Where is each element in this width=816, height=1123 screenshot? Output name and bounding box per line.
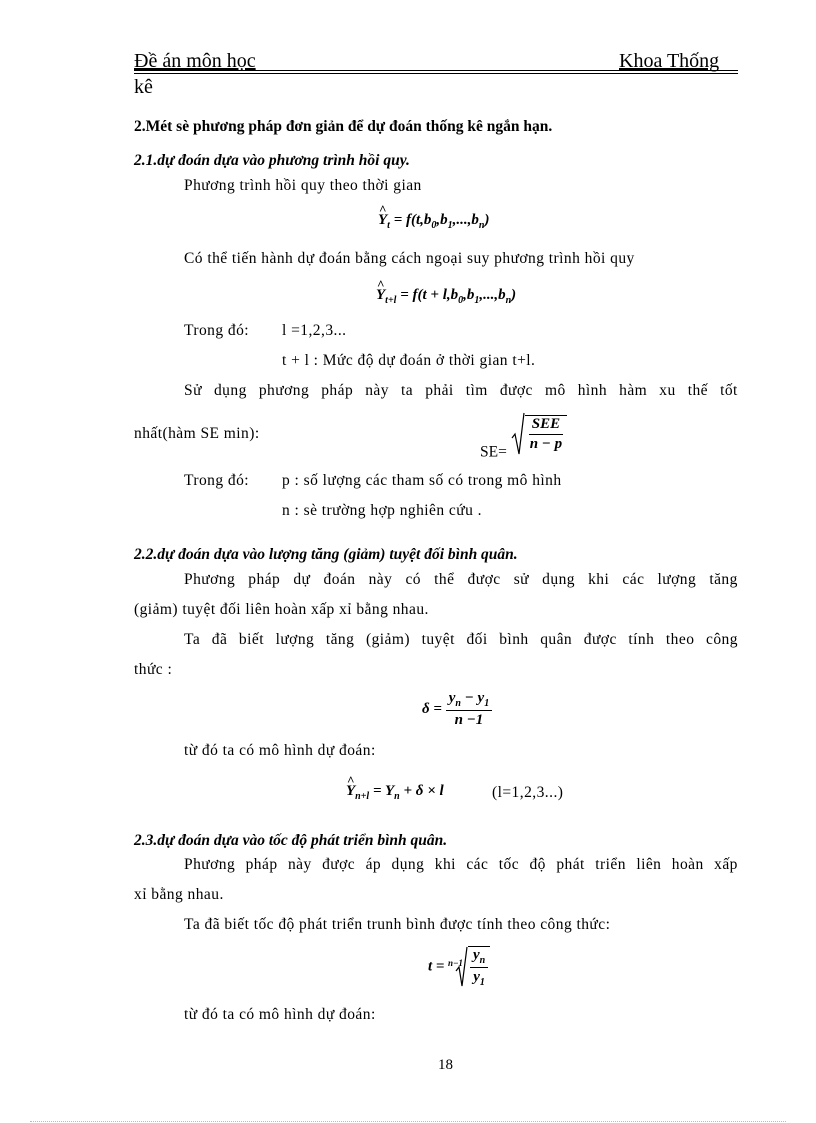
justified-line bbox=[184, 856, 738, 874]
word: tốt bbox=[720, 382, 738, 399]
word: đối bbox=[466, 631, 488, 648]
header-rule-secondary bbox=[134, 73, 738, 74]
word: được bbox=[499, 382, 533, 399]
formula-se bbox=[480, 412, 567, 461]
word: biết bbox=[238, 631, 264, 648]
word: ta bbox=[401, 382, 414, 399]
word: thể bbox=[434, 571, 455, 588]
formula-symbol: ^ Y bbox=[378, 212, 387, 229]
word: các bbox=[466, 856, 489, 873]
formula-symbol: ^ Y bbox=[346, 783, 355, 800]
word: bình bbox=[499, 631, 529, 648]
word: phương bbox=[258, 382, 310, 399]
subsection-2-3-title: 2.3.dự đoán dựa vào tốc độ phát triển bình quân. bbox=[134, 832, 448, 849]
formula-subscript: n bbox=[479, 955, 486, 966]
word: dụng bbox=[391, 856, 425, 873]
word: đã bbox=[211, 631, 228, 648]
formula-subscript: n bbox=[455, 698, 461, 709]
formula-part: t = bbox=[428, 958, 445, 975]
formula-part: ) bbox=[511, 287, 517, 303]
word: hoàn bbox=[671, 856, 704, 873]
word: này bbox=[365, 382, 389, 399]
formula-subscript: n bbox=[505, 295, 512, 306]
formula-label: SE= bbox=[480, 443, 507, 461]
fraction-denominator bbox=[470, 968, 488, 988]
word: được bbox=[322, 856, 356, 873]
text-line: từ đó ta có mô hình dự đoán: bbox=[184, 1006, 376, 1023]
word: áp bbox=[365, 856, 382, 873]
formula-symbol: ^ Y bbox=[376, 287, 385, 304]
word: hình bbox=[577, 382, 608, 399]
word: hàm bbox=[619, 382, 648, 399]
fraction-numerator bbox=[446, 690, 492, 711]
word: tìm bbox=[465, 382, 488, 399]
where-label: Trong đó: bbox=[184, 322, 250, 339]
section-title: 2.Mét sè phương pháp đơn giản để dự đoán thống kê ngắn hạn. bbox=[134, 118, 553, 135]
word: pháp bbox=[321, 382, 354, 399]
formula-subscript: n bbox=[478, 220, 485, 231]
word: tăng bbox=[325, 631, 355, 648]
word: độ bbox=[529, 856, 546, 873]
text-line: Ta đã biết tốc độ phát triển trunh bình được tính theo công thức: bbox=[184, 916, 611, 933]
where-item: l =1,2,3... bbox=[282, 322, 347, 339]
word: lượng bbox=[275, 631, 315, 648]
word: pháp bbox=[245, 856, 278, 873]
word: dụng bbox=[213, 382, 247, 399]
subsection-2-1-title: 2.1.dự đoán dựa vào phương trình hồi quy. bbox=[134, 152, 410, 169]
where-item: n : sè trường hợp nghiên cứu . bbox=[282, 502, 482, 519]
word: tính bbox=[628, 631, 655, 648]
formula-part: ,...,b bbox=[452, 212, 479, 228]
word: Sử bbox=[184, 382, 202, 399]
word: Phương bbox=[184, 571, 236, 588]
formula-extrapolation bbox=[376, 287, 516, 306]
fraction bbox=[446, 690, 492, 729]
formula-delta bbox=[422, 690, 492, 729]
formula-part: + δ × l bbox=[399, 783, 444, 799]
formula-subscript: 1 bbox=[484, 698, 490, 709]
text-line: Phương trình hồi quy theo thời gian bbox=[184, 177, 422, 194]
word: khi bbox=[434, 856, 456, 873]
word: tăng bbox=[709, 571, 738, 588]
word: được bbox=[467, 571, 501, 588]
fraction-numerator bbox=[470, 947, 488, 968]
page-bottom-rule bbox=[30, 1121, 786, 1122]
formula-part: y bbox=[472, 947, 480, 963]
justified-line bbox=[184, 571, 738, 589]
word: (giảm) bbox=[365, 631, 410, 648]
formula-part: δ = bbox=[422, 701, 442, 717]
where-item: t + l : Mức độ dự đoán ở thời gian t+l. bbox=[282, 352, 536, 369]
formula-part: = Y bbox=[372, 783, 395, 799]
header-right: Khoa Thống bbox=[619, 50, 720, 72]
text-line: xỉ bằng nhau. bbox=[134, 886, 224, 903]
formula-subscript: 1 bbox=[474, 295, 480, 306]
word: dụng bbox=[542, 571, 575, 588]
word: pháp bbox=[248, 571, 281, 588]
text-line: từ đó ta có mô hình dự đoán: bbox=[184, 742, 376, 759]
word: phát bbox=[556, 856, 585, 873]
header-left: Đề án môn học bbox=[134, 50, 256, 72]
formula-subscript: 1 bbox=[479, 977, 485, 988]
word: Phương bbox=[184, 856, 236, 873]
text-line: thức : bbox=[134, 661, 173, 678]
text-line: (giảm) tuyệt đối liên hoàn xấp xỉ bằng nhau. bbox=[134, 601, 429, 618]
word: quân bbox=[540, 631, 573, 648]
header-rule bbox=[134, 70, 738, 71]
word: phải bbox=[425, 382, 454, 399]
formula-part: y bbox=[473, 969, 480, 985]
subsection-2-2-title: 2.2.dự đoán dựa vào lượng tăng (giảm) tuyệt đối bình quân. bbox=[134, 546, 518, 563]
word: Ta bbox=[184, 631, 201, 648]
header-continuation: kê bbox=[134, 76, 153, 98]
formula-regression bbox=[378, 212, 489, 231]
where-item: p : số lượng các tham số có trong mô hình bbox=[282, 472, 562, 489]
formula-part: ,b bbox=[463, 287, 475, 303]
word: các bbox=[622, 571, 645, 588]
text-line: Có thể tiến hành dự đoán bằng cách ngoại suy phương trình hồi quy bbox=[184, 250, 635, 267]
fraction bbox=[470, 947, 488, 988]
fraction-numerator: SEE bbox=[529, 416, 563, 435]
word: dự bbox=[293, 571, 311, 588]
word: công bbox=[706, 631, 738, 648]
formula-subscript: n bbox=[394, 791, 400, 802]
word: lượng bbox=[657, 571, 697, 588]
word: mô bbox=[544, 382, 566, 399]
root-index: n−1 bbox=[447, 958, 463, 968]
justified-line bbox=[184, 382, 738, 400]
word: có bbox=[405, 571, 421, 588]
fraction-denominator: n − p bbox=[529, 436, 563, 452]
justified-line bbox=[184, 631, 738, 649]
word: triển bbox=[595, 856, 626, 873]
formula-part: = f(t,b bbox=[393, 212, 432, 228]
word: xu bbox=[659, 382, 676, 399]
word: khi bbox=[588, 571, 610, 588]
formula-part: ) bbox=[484, 212, 490, 228]
formula-growth-rate bbox=[428, 946, 490, 988]
word: sử bbox=[513, 571, 530, 588]
word: thế bbox=[687, 382, 709, 399]
word: được bbox=[583, 631, 617, 648]
word: theo bbox=[665, 631, 695, 648]
text-line: nhất(hàm SE min): bbox=[134, 425, 260, 442]
word: này bbox=[368, 571, 393, 588]
where-label: Trong đó: bbox=[184, 472, 250, 489]
formula-range: (l=1,2,3...) bbox=[492, 784, 564, 801]
word: đoán bbox=[323, 571, 356, 588]
formula-subscript: 1 bbox=[447, 220, 453, 231]
sqrt-body bbox=[468, 946, 490, 988]
formula-part: = f(t + l,b bbox=[400, 287, 459, 303]
formula-subscript: 0 bbox=[458, 295, 464, 306]
formula-part: y bbox=[448, 690, 456, 706]
radical-sign-icon bbox=[511, 412, 525, 456]
formula-part: ,...,b bbox=[479, 287, 506, 303]
formula-subscript: t bbox=[387, 220, 390, 231]
word: xấp bbox=[714, 856, 738, 873]
formula-subscript: n+l bbox=[355, 791, 370, 802]
sqrt bbox=[511, 412, 567, 456]
formula-part: ,b bbox=[436, 212, 448, 228]
sqrt bbox=[448, 946, 490, 988]
fraction-denominator: n −1 bbox=[454, 712, 484, 728]
formula-model-delta bbox=[346, 783, 444, 802]
word: tuyệt bbox=[421, 631, 455, 648]
formula-part: − y bbox=[460, 690, 485, 706]
word: liên bbox=[636, 856, 662, 873]
word: này bbox=[287, 856, 312, 873]
word: tốc bbox=[498, 856, 520, 873]
formula-subscript: t+l bbox=[385, 295, 397, 306]
page-number: 18 bbox=[438, 1057, 453, 1073]
formula-subscript: 0 bbox=[431, 220, 437, 231]
sqrt-body bbox=[525, 415, 567, 453]
fraction bbox=[527, 416, 565, 453]
